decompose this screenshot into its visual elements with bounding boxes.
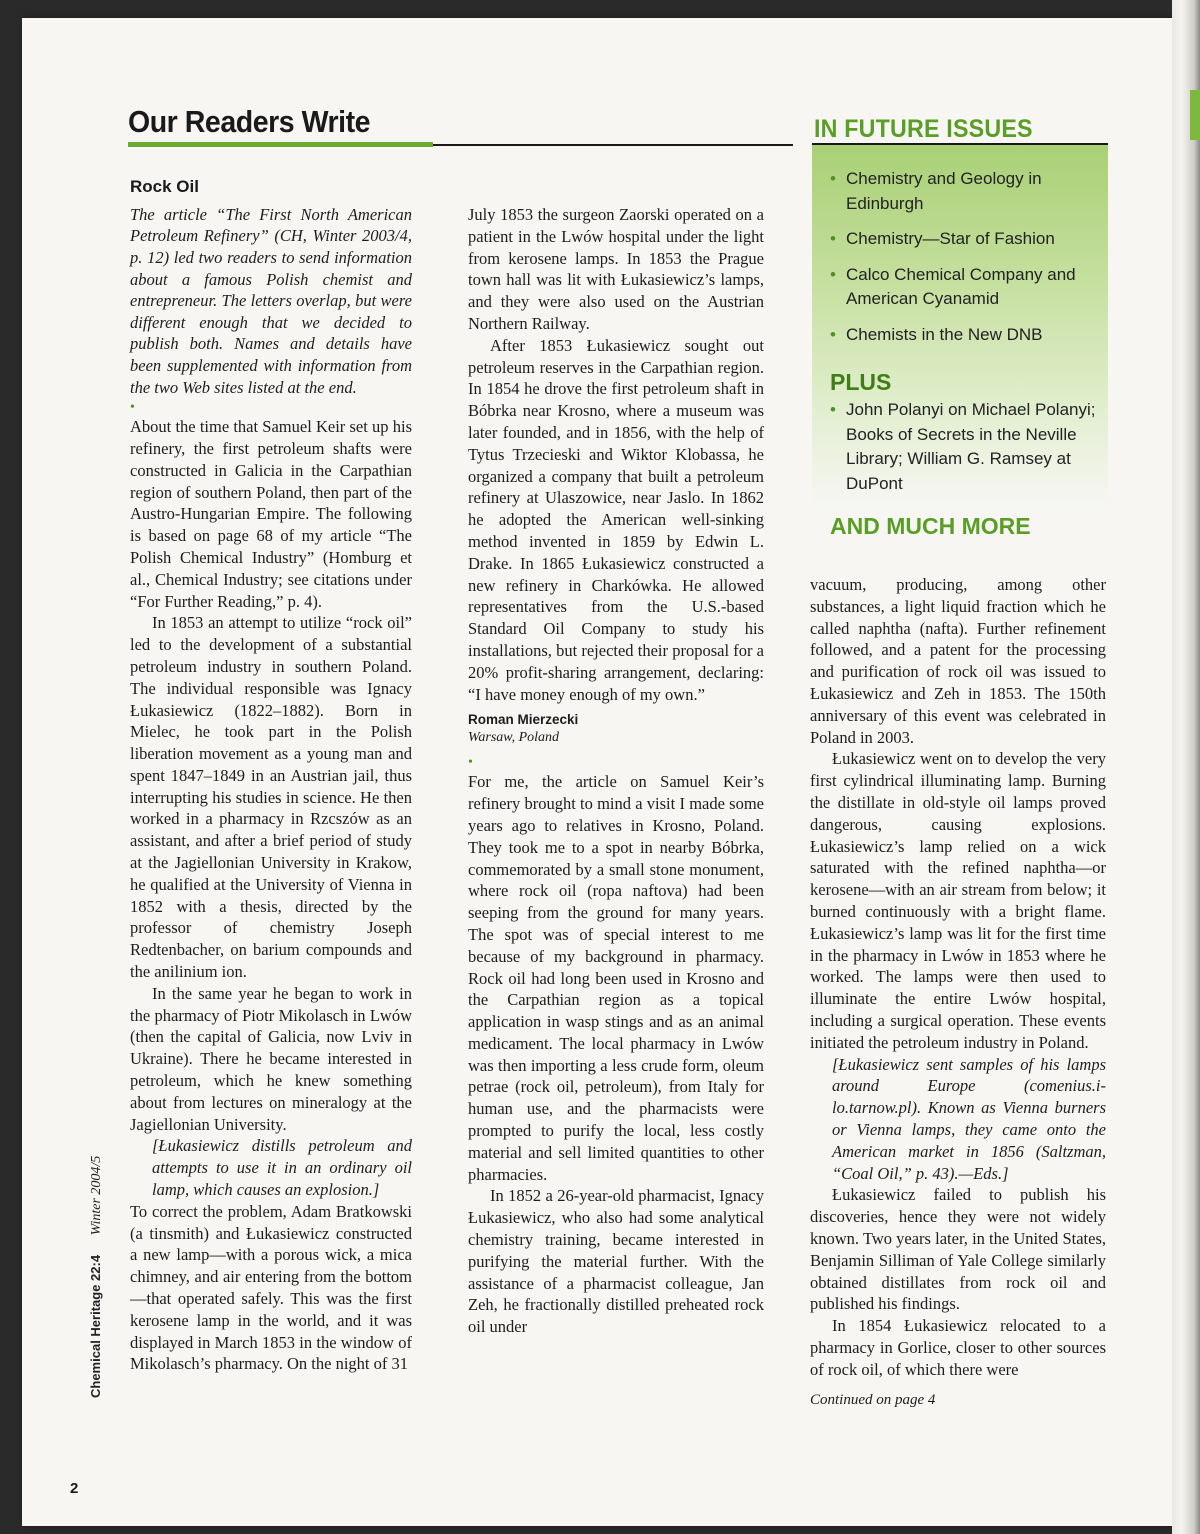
column-3-body (810, 574, 1106, 1380)
future-item-text: Calco Chemical Company and American Cyanamid (846, 264, 1076, 308)
section-heading: Rock Oil (130, 177, 199, 196)
page-binding (1172, 0, 1200, 1534)
and-much-more-heading: AND MUCH MORE (830, 513, 1031, 539)
continued-note: Continued on page 4 (810, 1392, 936, 1409)
binding-accent (1190, 90, 1200, 140)
column-1-body (130, 416, 412, 1375)
future-item-text: Chemistry—Star of Fashion (846, 229, 1055, 248)
page-title: Our Readers Write (128, 104, 371, 139)
article-paragraph: In 1854 Łukasiewicz relocated to a pharmacy in Gorlice, closer to other sources of rock oil, of which there were (810, 1316, 1106, 1379)
article-paragraph: About the time that Samuel Keir set up his refinery, the first petroleum shafts were constructed in Galicia in the Carpathian region of southern Poland, then part of the Austro-Hungarian Empire. The following is based on page 68 of my article “The Polish Chemical Industry” (Homburg et al., Chemical Industry; see citations under “For Further Reading,” p. 4). (130, 417, 412, 611)
article-paragraph: [Łukasiewicz sent samples of his lamps around Europe (comenius.i-lo.tarnow.pl). Known as Vienna burners or Vienna lamps, they came onto the American market in 1856 (Saltzman, “Coal Oil,” p. 43).—Eds.] (832, 1054, 1106, 1183)
bullet-icon: • (830, 324, 836, 344)
future-issues-rule (812, 143, 1108, 145)
future-issues-list (830, 167, 1100, 358)
article-paragraph: In 1852 a 26-year-old pharmacist, Ignacy Łukasiewicz, who also had some analytical chemistry training, became interested in purifying the material further. With the assistance of a pharmacist colleague, Jan Zeh, he fractionally distilled preheated rock oil under (468, 1186, 764, 1337)
list-item (830, 263, 1100, 312)
list-item (830, 323, 1100, 348)
article-paragraph: Łukasiewicz went on to develop the very first cylindrical illuminating lamp. Burning the distillate in old-style oil lamps proved dangerous, causing explosions. Łukasiewicz’s lamp relied on a wick saturated with the refined naphtha—or kerosene—with an air stream from below; it burned continuously with a bright flame. Łukasiewicz’s lamp was lit for the first time in the pharmacy in Lwów in 1853 where he worked. The lamps were then used to illuminate the entire Lwów hospital, including a surgical operation. These events initiated the petroleum industry in Poland. (810, 749, 1106, 1052)
plus-heading: PLUS (830, 369, 892, 395)
article-paragraph: Łukasiewicz failed to publish his discoveries, hence they were not widely known. Two years later, in the United States, Benjamin Silliman of Yale College similarly obtained distillates from rock oil and published his findings. (810, 1185, 1106, 1314)
separator-dot-icon: • (468, 755, 473, 771)
article-paragraph: [Łukasiewicz distills petroleum and attempts to use it in an ordinary oil lamp, which causes an explosion.] (152, 1136, 412, 1200)
editor-intro: The article “The First North American Petroleum Refinery” (CH, Winter 2003/4, p. 12) led two readers to send information about a famous Polish chemist and entrepreneur. The letters overlap, but were different enough that we decided to publish both. Names and details have been supplemented with information from the two Web sites listed at the end. (130, 204, 412, 397)
column-2-body-b (468, 771, 764, 1338)
letter-signature-place: Warsaw, Poland (468, 730, 560, 746)
column-2-body-a (468, 204, 764, 705)
list-item (830, 227, 1100, 252)
separator-dot-icon: • (130, 400, 135, 416)
bullet-icon: • (830, 400, 836, 419)
issue-date: Winter 2004/5 (89, 1155, 104, 1236)
letter-signature-name: Roman Mierzecki (468, 712, 579, 728)
article-column-1 (130, 176, 412, 1375)
article-column-3 (810, 574, 1106, 1412)
article-paragraph: vacuum, producing, among other substances, a light liquid fraction which he called naphtha (nafta). Further refinement followed, and a patent for the processing and purification of rock oil was issued to Łukasiewicz and Zeh in 1853. The 150th anniversary of this event was celebrated in Poland in 2003. (810, 575, 1106, 747)
publication-name: Chemical Heritage 22:4 (88, 1254, 103, 1398)
article-paragraph: In the same year he began to work in the pharmacy of Piotr Mikolasch in Lwów (then the capital of Galicia, now Lviv in Ukraine). There he became interested in petroleum, which he knew something about from lectures on mineralogy at the Jagiellonian University. (130, 983, 412, 1134)
header-rule (433, 144, 793, 146)
title-underline (128, 142, 433, 147)
future-issues-box (792, 113, 1112, 563)
article-paragraph: To correct the problem, Adam Bratkowski (a tinsmith) and Łukasiewicz constructed a new lamp—with a porous wick, a mica chimney, and air entering from the bottom—that operated safely. This was the first kerosene lamp in the world, and it was displayed in March 1853 in the window of Mikolasch’s pharmacy. On the night of 31 (130, 1201, 412, 1374)
future-item-text: Chemists in the New DNB (846, 324, 1043, 344)
future-item-text: Chemistry and Geology in Edinburgh (846, 169, 1042, 213)
article-paragraph: July 1853 the surgeon Zaorski operated on a patient in the Lwów hospital under the light from kerosene lamps. In 1853 the Prague town hall was lit with Łukasiewicz’s lamps, and they were also used on the Austrian Northern Railway. (468, 205, 764, 333)
article-paragraph: For me, the article on Samuel Keir’s refinery brought to mind a visit I made some years ago to relatives in Krosno, Poland. They took me to a spot in nearby Bóbrka, commemorated by a small stone monument, where rock oil (ropa naftova) had been seeping from the ground for many years. The spot was of special interest to me because of my background in pharmacy. Rock oil had long been used in Krosno and the Carpathian region as a topical application in wasp stings and as an animal medicament. The local pharmacy in Lwów was then importing a less crude form, oleum petrae (rock oil, petroleum), from Italy for human use, and the pharmacists were prompted to purify the local, less costly material and sell limited quantities to other pharmacies. (468, 772, 764, 1184)
future-issues-title: IN FUTURE ISSUES (814, 115, 1033, 143)
plus-item-text: John Polanyi on Michael Polanyi; Books of Secrets in the Neville Library; William G. Ramsey at DuPont (846, 400, 1096, 493)
bullet-icon: • (830, 264, 836, 284)
article-paragraph: In 1853 an attempt to utilize “rock oil” led to the development of a substantial petroleum industry in southern Poland. The individual responsible was Ignacy Łukasiewicz (1822–1882). Born in Mielec, he took part in the Polish liberation movement as a young man and spent 1847–1849 in an Austrian jail, thus interrupting his studies in science. He then worked in a pharmacy in Rzcszów as an assistant, and after a brief period of study at the Jagiellonian University in Krakow, he qualified at the University of Vienna in 1852 with a thesis, directed by the professor of chemistry Joseph Redtenbacher, on barium compounds and the anilinium ion. (130, 613, 412, 982)
page-number: 2 (70, 1480, 79, 1497)
running-footer (88, 1156, 105, 1398)
plus-item (830, 398, 1106, 496)
magazine-page (22, 18, 1172, 1526)
bullet-icon: • (830, 169, 836, 188)
article-column-2 (468, 204, 764, 1338)
article-paragraph: After 1853 Łukasiewicz sought out petroleum reserves in the Carpathian region. In 1854 he drove the first petroleum shaft in Bóbrka near Krosno, where a museum was later founded, and in 1856, with the help of Tytus Trzecieski and Wiktor Klobassa, he organized a company that built a petroleum refinery at Ulaszowice, near Jaslo. In 1862 he adopted the American well-sinking method invented in 1859 by Edwin L. Drake. In 1865 Łukasiewicz constructed a new refinery in Charkówka. He allowed representatives from the U.S.-based Standard Oil Company to study his installations, but rejected their proposal for a 20% profit-sharing arrangement, declaring: “I have money enough of my own.” (468, 335, 764, 704)
list-item (830, 167, 1100, 216)
bullet-icon: • (830, 229, 836, 248)
